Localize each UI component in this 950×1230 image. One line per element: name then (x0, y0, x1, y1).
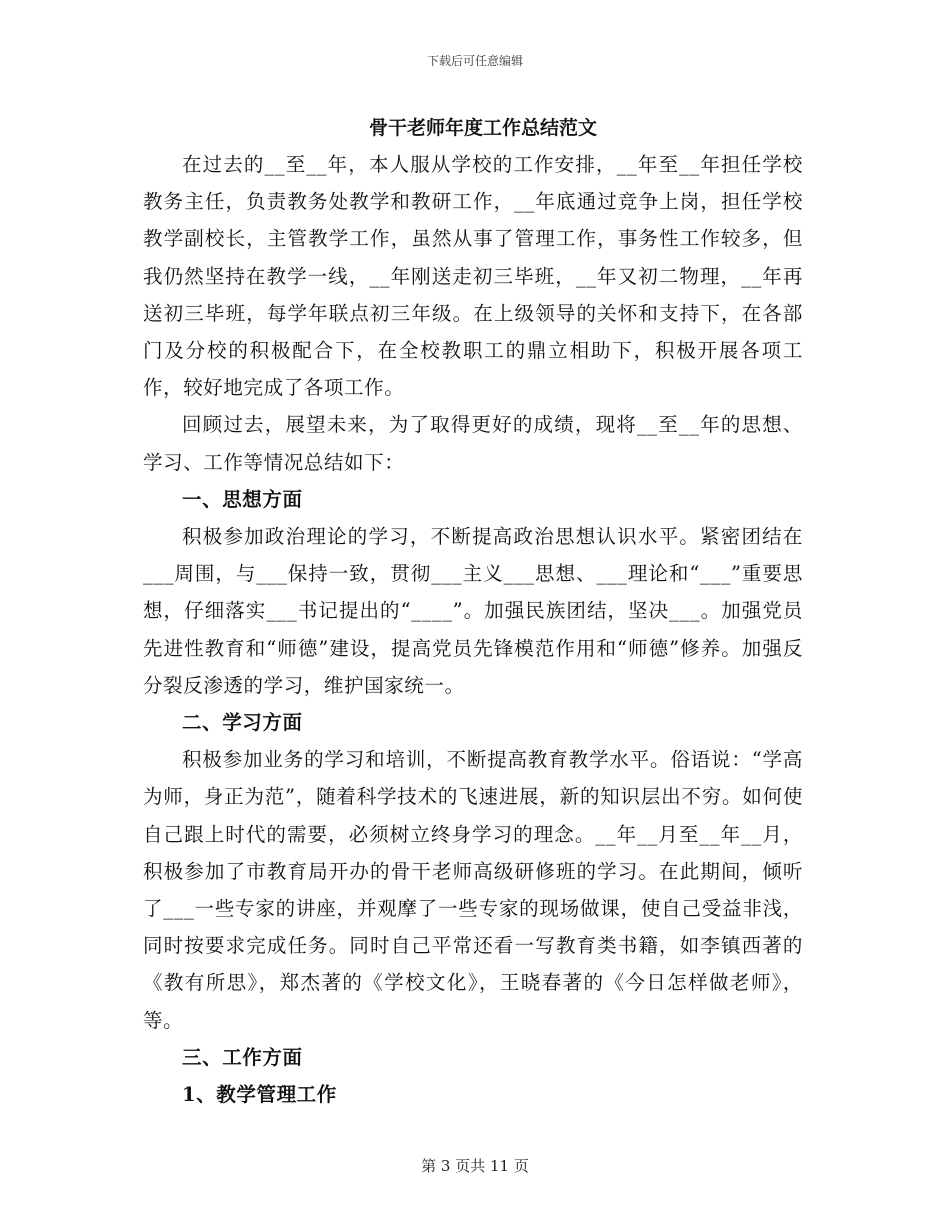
subsection-heading-teaching-management: 1、教学管理工作 (182, 1083, 337, 1107)
document-title: 骨干老师年度工作总结范文 (368, 117, 597, 139)
paragraph-intro: 在过去的__至__年，本人服从学校的工作安排，__年至__年担任学校教务主任，负责教务处教学和教研工作，__年底通过竞争上岗，担任学校教学副校长，主管教学工作，虽然从事了管理工作，事务性工作较多，但我仍然坚持在教学一线，__年刚送走初三毕班，__年又初二物理，__年再送初三毕班，每学年联点初三年级。在上级领导的关怀和支持下，在各部门及分校的积极配合下，在全校教职工的鼎立相助下，积极开展各项工作，较好地完成了各项工作。 (143, 153, 803, 400)
document-body (143, 110, 803, 1113)
page-number: 第 3 页共 11 页 (421, 1157, 529, 1175)
section-heading-study: 二、学习方面 (182, 711, 303, 735)
paragraph-summary-lead: 回顾过去，展望未来，为了取得更好的成绩，现将__至__年的思想、学习、工作等情况总结如下： (143, 413, 803, 474)
section-heading-work: 三、工作方面 (182, 1045, 303, 1069)
page-header-note: 下载后可任意编辑 (426, 54, 523, 68)
section-heading-thought: 一、思想方面 (182, 487, 303, 511)
paragraph-study: 积极参加业务的学习和培训，不断提高教育教学水平。俗语说：“学高为师，身正为范”，随着科学技术的飞速进展，新的知识层出不穷。如何使自己跟上时代的需要，必须树立终身学习的理念。__年__月至__年__月，积极参加了市教育局开办的骨干老师高级研修班的学习。在此期间，倾听了___一些专家的讲座，并观摩了一些专家的现场做课，使自己受益非浅，同时按要求完成任务。同时自己平常还看一写教育类书籍，如李镇西著的《教有所思》，郑杰著的《学校文化》，王晓春著的《今日怎样做老师》，等。 (143, 748, 803, 1032)
paragraph-thought: 积极参加政治理论的学习，不断提高政治思想认识水平。紧密团结在___周围，与___保持一致，贯彻___主义___思想、___理论和“___”重要思想，仔细落实___书记提出的“____”。加强民族团结，坚决___。加强党员先进性教育和“师德”建设，提高党员先锋模范作用和“师德”修养。加强反分裂反渗透的学习，维护国家统一。 (143, 525, 803, 697)
